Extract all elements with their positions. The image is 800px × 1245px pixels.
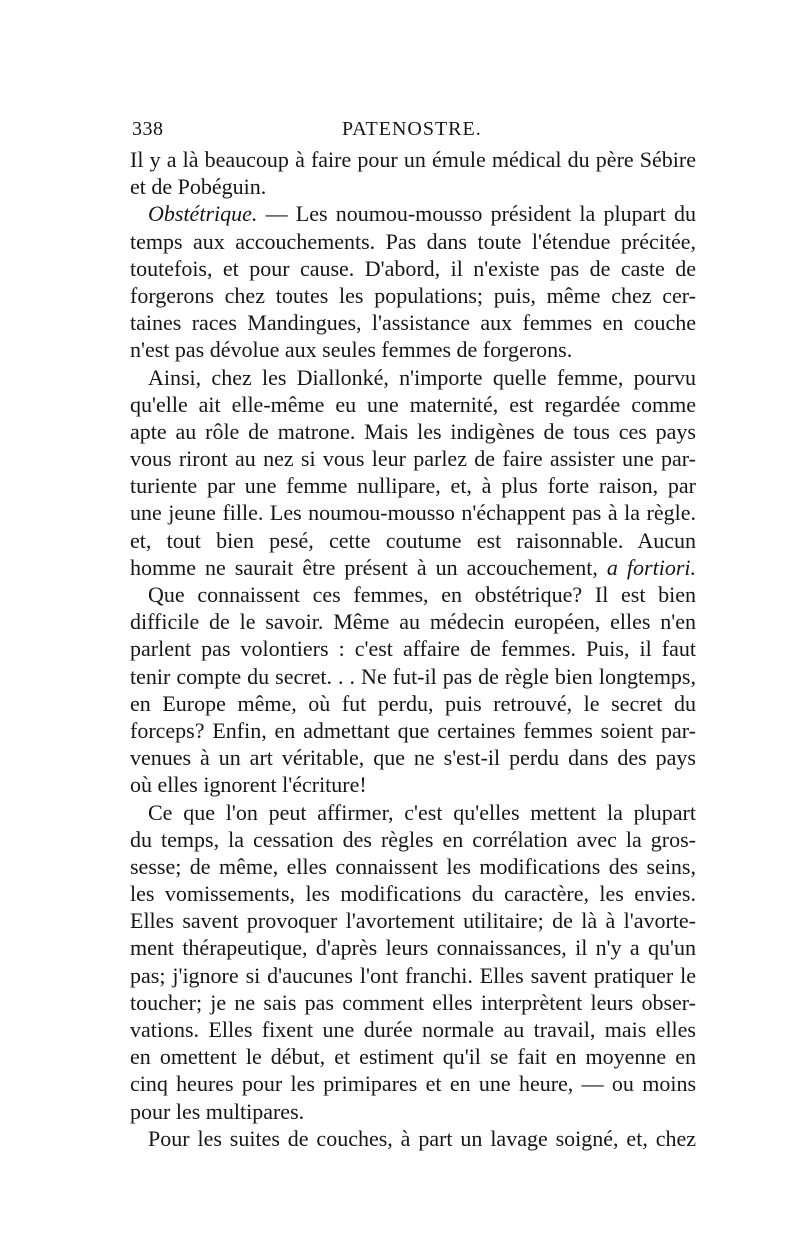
text-line: turiente par une femme nullipare, et, à plus forte raison, par xyxy=(130,473,696,499)
text-line: Elles savent provoquer l'avortement utilitaire; de là à l'avorte- xyxy=(130,908,696,934)
text-line: et, tout bien pesé, cette coutume est raisonnable. Aucun xyxy=(130,527,696,553)
text-line: difficile de le savoir. Même au médecin européen, elles n'en xyxy=(130,609,696,635)
text-line: Pour les suites de couches, à part un lavage soigné, et, chez xyxy=(148,1125,696,1151)
text-line: forceps? Enfin, en admettant que certaines femmes soient par- xyxy=(130,717,696,743)
text-line: toucher; je ne sais pas comment elles interprètent leurs obser- xyxy=(130,989,696,1015)
text-line: en Europe même, où fut perdu, puis retrouvé, le secret du xyxy=(130,690,696,716)
page-number: 338 xyxy=(132,118,164,140)
text-line: en omettent le début, et estiment qu'il se fait en moyenne en xyxy=(130,1044,696,1070)
text-line: ment thérapeutique, d'après leurs connaissances, il n'y a qu'un xyxy=(130,935,696,961)
text-line: Ce que l'on peut affirmer, c'est qu'elles mettent la plupart xyxy=(148,799,696,825)
text-line: les vomissements, les modifications du caractère, les envies. xyxy=(130,881,696,907)
text-line: parlent pas volontiers : c'est affaire de femmes. Puis, il faut xyxy=(130,636,696,662)
text-line: qu'elle ait elle-même eu une maternité, est regardée comme xyxy=(130,391,696,417)
text-line: Que connaissent ces femmes, en obstétrique? Il est bien xyxy=(148,582,696,607)
text-line: toutefois, et pour cause. D'abord, il n'existe pas de caste de xyxy=(130,255,696,281)
text-line: n'est pas dévolue aux seules femmes de forgerons. xyxy=(130,337,573,363)
text-line: du temps, la cessation des règles en corrélation avec la gros- xyxy=(130,826,696,852)
text-line: tenir compte du secret. . . Ne fut-il pas de règle bien longtemps, xyxy=(130,663,696,689)
text-line: venues à un art véritable, que ne s'est-il perdu dans des pays xyxy=(130,745,696,771)
text-line: temps aux accouchements. Pas dans toute l'étendue précitée, xyxy=(130,228,696,254)
text-line: et de Pobéguin. xyxy=(130,174,267,200)
running-header xyxy=(132,118,697,148)
text-line: pas; j'ignore si d'aucunes l'ont franchi. Elles savent pratiquer le xyxy=(130,962,696,988)
text-line: sesse; de même, elles connaissent les modifications des seins, xyxy=(130,853,696,879)
text-line: Ainsi, chez les Diallonké, n'importe quelle femme, pourvu xyxy=(148,364,696,390)
text-line xyxy=(130,200,696,227)
text-line: pour les multipares. xyxy=(130,1098,305,1124)
text-line: Il y a là beaucoup à faire pour un émule médical du père Sébire xyxy=(130,147,696,172)
body-text xyxy=(130,146,696,1152)
text-line: taines races Mandingues, l'assistance aux femmes en couche xyxy=(130,310,696,336)
phrase-a-fortiori: a fortiori. xyxy=(606,554,696,580)
text-line-rest: — Les noumou-mousso président la plupart du xyxy=(265,201,697,227)
text-line: apte au rôle de matrone. Mais les indigènes de tous ces pays xyxy=(130,418,696,444)
text-line: vations. Elles fixent une durée normale au travail, mais elles xyxy=(130,1017,696,1042)
text-line: une jeune fille. Les noumou-mousso n'échappent pas à la règle. xyxy=(130,500,696,526)
section-term-obstetrique: Obstétrique. xyxy=(148,201,258,227)
text-line: où elles ignorent l'écriture! xyxy=(130,772,367,798)
text-line: vous riront au nez si vous leur parlez de faire assister une par- xyxy=(130,446,696,472)
text-line-main: homme ne saurait être présent à un accouchement, xyxy=(130,554,598,580)
text-line xyxy=(130,554,696,581)
text-line: forgerons chez toutes les populations; puis, même chez cer- xyxy=(130,282,696,308)
text-line: cinq heures pour les primipares et en une heure, — ou moins xyxy=(130,1071,696,1097)
running-title: PATENOSTRE. xyxy=(342,118,482,140)
